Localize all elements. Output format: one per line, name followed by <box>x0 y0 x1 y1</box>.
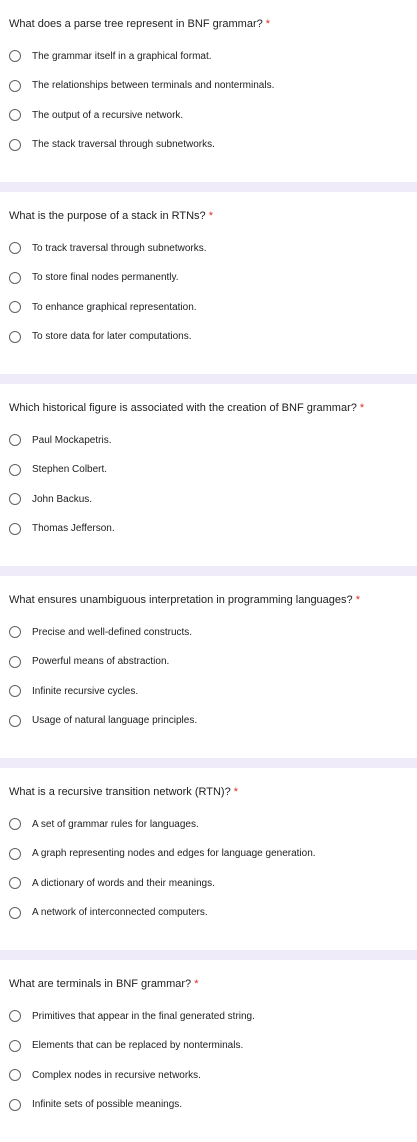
radio-option[interactable] <box>9 654 417 670</box>
radio-group <box>9 240 417 345</box>
radio-option[interactable] <box>9 1097 417 1113</box>
radio-option[interactable] <box>9 491 417 507</box>
radio-option[interactable] <box>9 624 417 640</box>
question-separator <box>0 182 417 192</box>
radio-option-label[interactable]: A network of interconnected computers. <box>32 907 208 918</box>
question-title <box>9 593 417 607</box>
radio-button-icon[interactable] <box>9 685 21 697</box>
question-text: What does a parse tree represent in BNF grammar? <box>9 18 263 30</box>
radio-option-label[interactable]: Infinite sets of possible meanings. <box>32 1099 183 1110</box>
radio-button-icon[interactable] <box>9 434 21 446</box>
radio-option-label[interactable]: To store final nodes permanently. <box>32 272 179 283</box>
radio-option[interactable] <box>9 270 417 286</box>
question-separator <box>0 566 417 576</box>
radio-option-label[interactable]: Thomas Jefferson. <box>32 523 115 534</box>
radio-option-label[interactable]: The grammar itself in a graphical format. <box>32 50 212 62</box>
radio-button-icon[interactable] <box>9 80 21 92</box>
question-separator <box>0 758 417 768</box>
radio-option-label[interactable]: To store data for later computations. <box>32 331 192 342</box>
question-card <box>0 576 417 758</box>
radio-button-icon[interactable] <box>9 1040 21 1052</box>
question-card <box>0 0 417 182</box>
radio-button-icon[interactable] <box>9 818 21 830</box>
question-text: What is a recursive transition network (RTN)? <box>9 786 231 798</box>
radio-button-icon[interactable] <box>9 848 21 860</box>
radio-option-label[interactable]: A graph representing nodes and edges for language generation. <box>32 848 316 859</box>
radio-option[interactable] <box>9 78 417 94</box>
radio-option[interactable] <box>9 107 417 123</box>
radio-option[interactable] <box>9 329 417 345</box>
radio-option-label[interactable]: A set of grammar rules for languages. <box>32 818 199 830</box>
radio-button-icon[interactable] <box>9 301 21 313</box>
question-card <box>0 960 417 1142</box>
question-text: Which historical figure is associated with the creation of BNF grammar? <box>9 402 357 414</box>
question-separator <box>0 374 417 384</box>
question-title <box>9 209 417 223</box>
question-separator <box>0 950 417 960</box>
required-asterisk: * <box>233 786 239 798</box>
question-title <box>9 977 417 991</box>
radio-option-label[interactable]: The output of a recursive network. <box>32 109 184 121</box>
radio-option[interactable] <box>9 137 417 153</box>
question-card <box>0 384 417 566</box>
radio-option-label[interactable]: John Backus. <box>32 493 93 505</box>
radio-option-label[interactable]: Precise and well-defined constructs. <box>32 626 193 638</box>
radio-button-icon[interactable] <box>9 139 21 151</box>
radio-option-label[interactable]: Complex nodes in recursive networks. <box>32 1069 201 1081</box>
radio-button-icon[interactable] <box>9 1099 21 1111</box>
radio-option-label[interactable]: Powerful means of abstraction. <box>32 656 170 667</box>
radio-option[interactable] <box>9 846 417 862</box>
required-asterisk: * <box>359 402 365 414</box>
radio-button-icon[interactable] <box>9 523 21 535</box>
question-text: What ensures unambiguous interpretation in programming languages? <box>9 594 353 606</box>
radio-option-label[interactable]: A dictionary of words and their meanings. <box>32 877 215 889</box>
required-asterisk: * <box>208 210 214 222</box>
radio-button-icon[interactable] <box>9 656 21 668</box>
radio-button-icon[interactable] <box>9 1069 21 1081</box>
radio-option-label[interactable]: The stack traversal through subnetworks. <box>32 139 215 150</box>
radio-option[interactable] <box>9 521 417 537</box>
radio-button-icon[interactable] <box>9 331 21 343</box>
question-card <box>0 192 417 374</box>
radio-option-label[interactable]: To track traversal through subnetworks. <box>32 242 207 254</box>
radio-button-icon[interactable] <box>9 109 21 121</box>
radio-button-icon[interactable] <box>9 50 21 62</box>
radio-group <box>9 1008 417 1113</box>
radio-option[interactable] <box>9 1067 417 1083</box>
question-text: What are terminals in BNF grammar? <box>9 978 192 990</box>
radio-option[interactable] <box>9 1038 417 1054</box>
radio-group <box>9 432 417 537</box>
radio-option[interactable] <box>9 240 417 256</box>
radio-option[interactable] <box>9 299 417 315</box>
question-title <box>9 17 417 31</box>
radio-option[interactable] <box>9 432 417 448</box>
radio-option-label[interactable]: Paul Mockapetris. <box>32 434 112 446</box>
radio-option-label[interactable]: To enhance graphical representation. <box>32 301 197 313</box>
radio-option[interactable] <box>9 48 417 64</box>
required-asterisk: * <box>265 18 271 30</box>
required-asterisk: * <box>194 978 199 990</box>
radio-option-label[interactable]: Primitives that appear in the final generated string. <box>32 1010 255 1022</box>
radio-group <box>9 816 417 921</box>
radio-button-icon[interactable] <box>9 1010 21 1022</box>
radio-button-icon[interactable] <box>9 626 21 638</box>
radio-option[interactable] <box>9 683 417 699</box>
radio-option-label[interactable]: Elements that can be replaced by nonterminals. <box>32 1040 244 1051</box>
required-asterisk: * <box>355 594 360 606</box>
radio-button-icon[interactable] <box>9 877 21 889</box>
question-title <box>9 785 417 799</box>
radio-option-label[interactable]: Infinite recursive cycles. <box>32 685 139 697</box>
radio-option-label[interactable]: Usage of natural language principles. <box>32 715 198 726</box>
radio-button-icon[interactable] <box>9 464 21 476</box>
question-title <box>9 401 417 415</box>
radio-button-icon[interactable] <box>9 242 21 254</box>
radio-option[interactable] <box>9 905 417 921</box>
radio-option-label[interactable]: Stephen Colbert. <box>32 464 108 475</box>
radio-option[interactable] <box>9 462 417 478</box>
radio-option[interactable] <box>9 1008 417 1024</box>
radio-button-icon[interactable] <box>9 907 21 919</box>
question-text: What is the purpose of a stack in RTNs? <box>9 210 206 222</box>
radio-group <box>9 48 417 153</box>
radio-button-icon[interactable] <box>9 493 21 505</box>
radio-option[interactable] <box>9 713 417 729</box>
radio-option[interactable] <box>9 816 417 832</box>
radio-option-label[interactable]: The relationships between terminals and nonterminals. <box>32 80 275 91</box>
radio-group <box>9 624 417 729</box>
radio-button-icon[interactable] <box>9 715 21 727</box>
radio-option[interactable] <box>9 875 417 891</box>
radio-button-icon[interactable] <box>9 272 21 284</box>
question-card <box>0 768 417 950</box>
